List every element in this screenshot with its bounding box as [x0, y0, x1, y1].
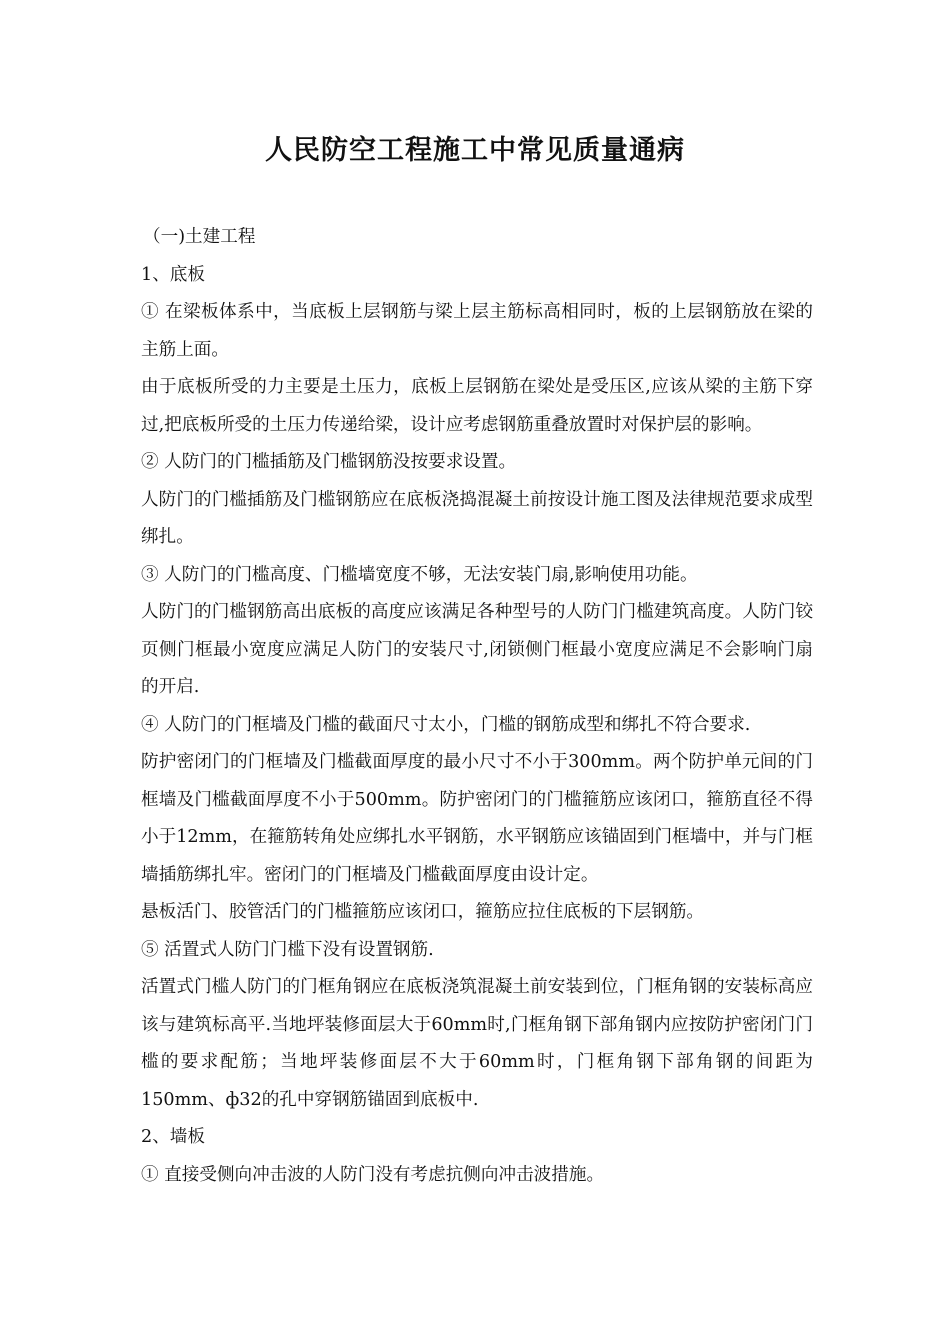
subsection-heading: 2、墙板 — [141, 1127, 205, 1147]
document-body — [141, 219, 813, 1194]
issue-item: ① 直接受侧向冲击波的人防门没有考虑抗侧向冲击波措施。 — [141, 1164, 605, 1185]
issue-explanation: 由于底板所受的力主要是土压力，底板上层钢筋在梁处是受压区,应该从梁的主筋下穿过,把底板所受的土压力传递给梁，设计应考虑钢筋重叠放置时对保护层的影响。 — [141, 377, 813, 435]
issue-item: ④ 人防门的门框墙及门槛的截面尺寸太小，门槛的钢筋成型和绑扎不符合要求. — [141, 714, 751, 735]
issue-item: ③ 人防门的门槛高度、门槛墙宽度不够，无法安装门扇,影响使用功能。 — [141, 564, 698, 585]
document-title: 人民防空工程施工中常见质量通病 — [265, 135, 685, 166]
issue-explanation: 防护密闭门的门框墙及门槛截面厚度的最小尺寸不小于300mm。两个防护单元间的门框墙及门槛截面厚度不小于500mm。防护密闭门的门槛箍筋应该闭口，箍筋直径不得小于12mm，在箍筋转角处应绑扎水平钢筋，水平钢筋应该锚固到门框墙中，并与门框墙插筋绑扎牢。密闭门的门框墙及门槛截面厚度由设计定。 — [141, 752, 813, 885]
issue-item: ② 人防门的门槛插筋及门槛钢筋没按要求设置。 — [141, 452, 517, 472]
issue-explanation: 悬板活门、胶管活门的门槛箍筋应该闭口，箍筋应拉住底板的下层钢筋。 — [141, 902, 705, 922]
issue-explanation: 人防门的门槛插筋及门槛钢筋应在底板浇捣混凝土前按设计施工图及法律规范要求成型绑扎。 — [141, 489, 813, 547]
section-heading: （一)土建工程 — [143, 227, 256, 247]
issue-item: ① 在梁板体系中，当底板上层钢筋与梁上层主筋标高相同时，板的上层钢筋放在梁的主筋上面。 — [141, 302, 813, 360]
issue-explanation: 活置式门槛人防门的门框角钢应在底板浇筑混凝土前安装到位，门框角钢的安装标高应该与建筑标高平.当地坪装修面层大于60mm时,门框角钢下部角钢内应按防护密闭门门槛的要求配筋；当地坪装修面层不大于60mm时，门框角钢下部角钢的间距为150mm、ф32的孔中穿钢筋锚固到底板中. — [141, 977, 813, 1110]
subsection-heading: 1、底板 — [141, 264, 205, 285]
issue-explanation: 人防门的门槛钢筋高出底板的高度应该满足各种型号的人防门门槛建筑高度。人防门铰页侧门框最小宽度应满足人防门的安装尺寸,闭锁侧门框最小宽度应满足不会影响门扇的开启. — [141, 602, 813, 697]
issue-item: ⑤ 活置式人防门门槛下没有设置钢筋. — [141, 939, 434, 960]
